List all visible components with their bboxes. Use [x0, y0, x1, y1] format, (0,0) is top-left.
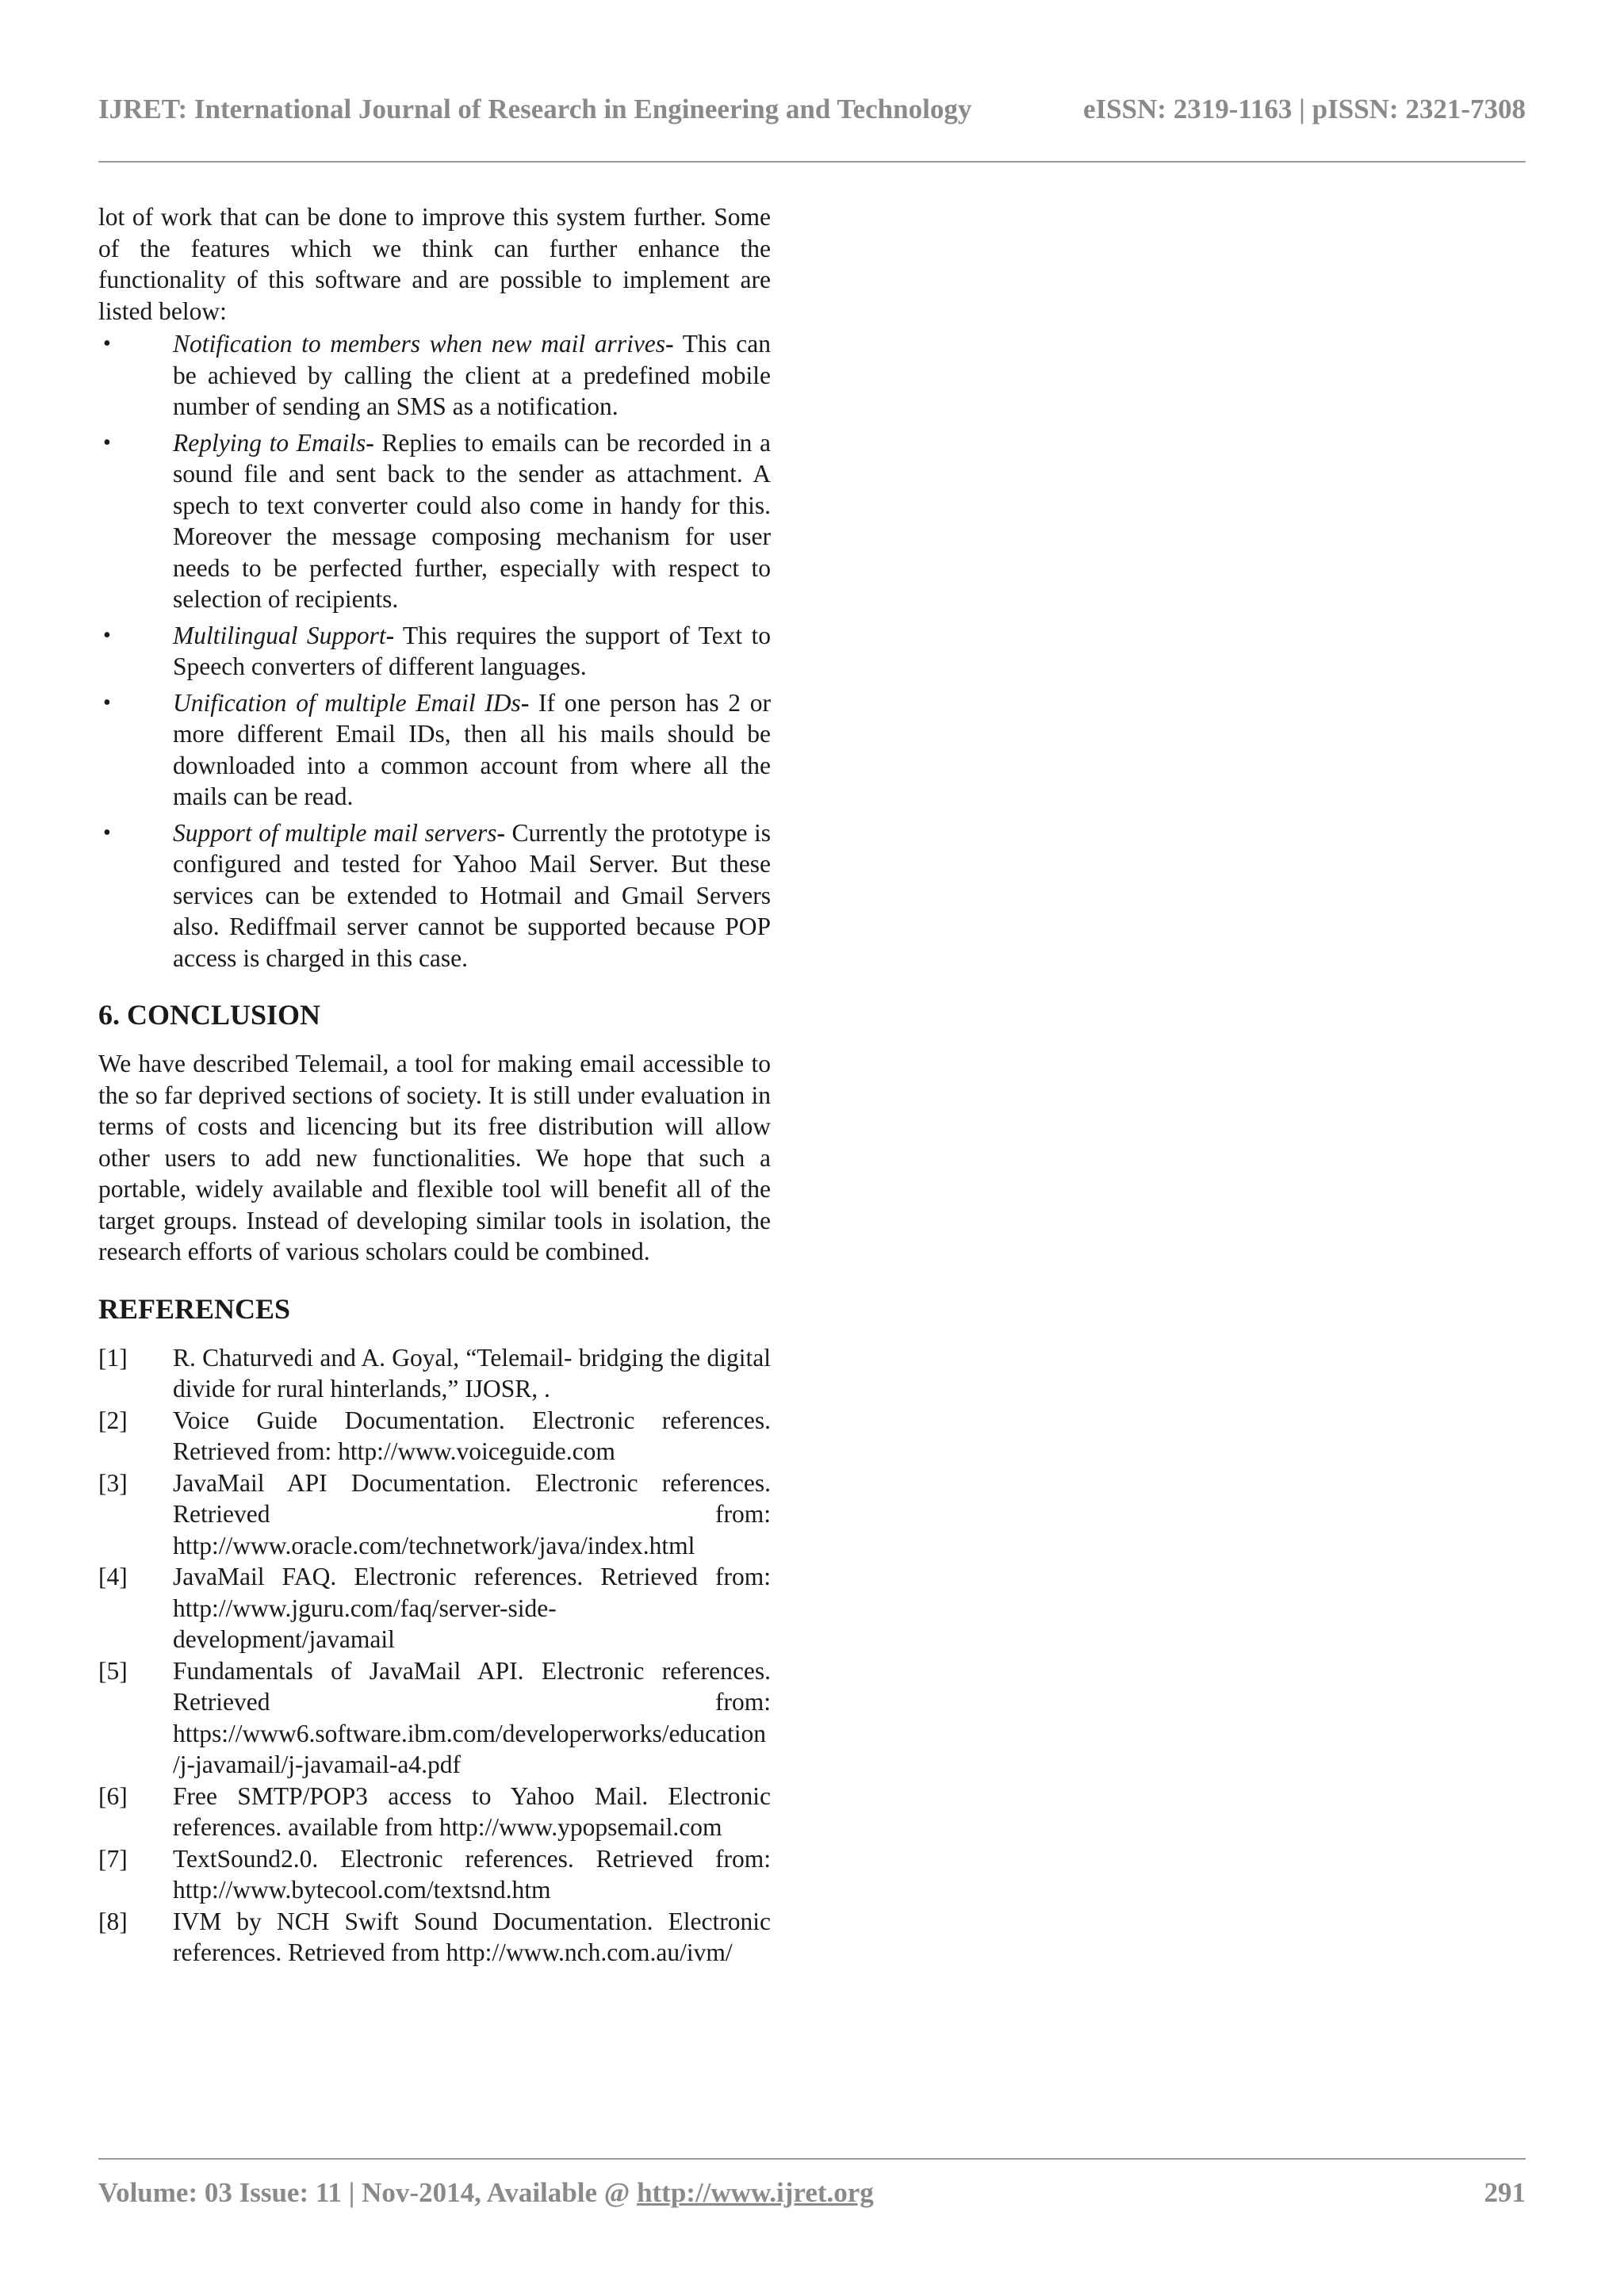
feature-text: This requires the support of Text to Speech converters of different languages. — [173, 621, 771, 680]
reference-text: IVM by NCH Swift Sound Documentation. Electronic references. Retrieved from http://www.nch.com.au/ivm/ — [173, 1907, 771, 1966]
reference-text: TextSound2.0. Electronic references. Retrieved from: http://www.bytecool.com/textsnd.htm — [173, 1844, 771, 1904]
bullet-icon: • — [103, 690, 111, 715]
footer-volume — [98, 2177, 874, 2209]
feature-title: Notification to members when new mail arrives — [173, 330, 666, 358]
page-number: 291 — [1484, 2177, 1526, 2208]
reference-number: [7] — [98, 1844, 128, 1873]
journal-title: IJRET: International Journal of Research in Engineering and Technology — [98, 94, 972, 124]
reference-number: [1] — [98, 1343, 128, 1372]
page-footer — [98, 2177, 1526, 2209]
feature-title: Multilingual Support — [173, 621, 386, 649]
reference-number: [5] — [98, 1656, 128, 1685]
intro-paragraph: lot of work that can be done to improve this system further. Some of the features which we think can further enhance the functionality of this software and are possible to implement are listed below: — [98, 203, 771, 325]
footer-divider — [98, 2158, 1526, 2160]
feature-dash: - — [496, 818, 506, 847]
feature-title: Replying to Emails — [173, 428, 366, 457]
bullet-icon: • — [103, 622, 111, 648]
list-item — [98, 620, 771, 683]
bullet-icon: • — [103, 820, 111, 845]
conclusion-paragraph: We have described Telemail, a tool for making email accessible to the so far deprived sections of society. It is still under evaluation in terms of costs and licencing but its free distribution will allow other users to add new functionalities. We hope that such a portable, widely available and flexible tool will benefit all of the target groups. Instead of developing similar tools in isolation, the research efforts of various scholars could be combined. — [98, 1050, 771, 1265]
list-item — [98, 328, 771, 423]
reference-text: Fundamentals of JavaMail API. Electronic references. Retrieved from: https://www6.software.ibm.com/developerworks/education/j-javamail/j-javamail-a4.pdf — [173, 1656, 771, 1778]
bullet-icon: • — [103, 430, 111, 455]
list-item — [98, 687, 771, 813]
feature-dash: - — [665, 330, 674, 358]
feature-title: Support of multiple mail servers — [173, 818, 497, 847]
header-divider — [98, 161, 1526, 163]
reference-text: JavaMail API Documentation. Electronic references. Retrieved from: http://www.oracle.com/technetwork/java/index.html — [173, 1468, 771, 1559]
reference-number: [8] — [98, 1907, 128, 1935]
page-header — [98, 94, 1526, 125]
list-item — [98, 427, 771, 615]
reference-number: [3] — [98, 1468, 128, 1497]
reference-list — [98, 1342, 771, 1969]
reference-text: Voice Guide Documentation. Electronic references. Retrieved from: http://www.voiceguide.com — [173, 1406, 771, 1465]
reference-item — [98, 1781, 771, 1843]
feature-text: Replies to emails can be recorded in a sound file and sent back to the sender as attachment. A spech to text converter could also come in handy for this. Moreover the message composing mechanism for user needs to be perfected further, especially with respect to selection of recipients. — [173, 428, 772, 613]
feature-text: If one person has 2 or more different Email IDs, then all his mails should be downloaded into a common account from where all the mails can be read. — [173, 688, 771, 810]
reference-number: [2] — [98, 1406, 128, 1434]
footer-volume-text: Volume: 03 Issue: 11 | Nov-2014, Available @ — [98, 2177, 638, 2208]
reference-item — [98, 1468, 771, 1562]
feature-text: Currently the prototype is configured and tested for Yahoo Mail Server. But these services can be extended to Hotmail and Gmail Servers also. Rediffmail server cannot be supported because POP access is charged in this case. — [173, 818, 771, 972]
feature-title: Unification of multiple Email IDs — [173, 688, 521, 717]
journal-website-link[interactable]: http://www.ijret.org — [637, 2177, 874, 2208]
feature-dash: - — [520, 688, 530, 717]
reference-number: [6] — [98, 1781, 128, 1810]
reference-text: R. Chaturvedi and A. Goyal, “Telemail- bridging the digital divide for rural hinterlands,” IJOSR, . — [173, 1343, 771, 1402]
feature-list — [98, 328, 771, 974]
feature-dash: - — [385, 621, 395, 649]
main-column — [98, 201, 771, 1969]
reference-text: JavaMail FAQ. Electronic references. Retrieved from: http://www.jguru.com/faq/server-side-development/javamail — [173, 1563, 771, 1653]
bullet-icon: • — [103, 331, 111, 356]
reference-item — [98, 1405, 771, 1468]
reference-item — [98, 1655, 771, 1781]
reference-item — [98, 1561, 771, 1655]
reference-item — [98, 1906, 771, 1969]
references-heading: REFERENCES — [98, 1292, 291, 1325]
reference-item — [98, 1843, 771, 1906]
issn-info: eISSN: 2319-1163 | pISSN: 2321-7308 — [1082, 94, 1526, 124]
reference-text: Free SMTP/POP3 access to Yahoo Mail. Electronic references. available from http://www.ypopsemail.com — [173, 1781, 771, 1841]
conclusion-heading: 6. CONCLUSION — [98, 999, 321, 1031]
reference-number: [4] — [98, 1563, 128, 1590]
feature-dash: - — [366, 428, 374, 457]
list-item — [98, 817, 771, 974]
reference-item — [98, 1342, 771, 1405]
feature-text: This can be achieved by calling the client at a predefined mobile number of sending an SMS as a notification. — [173, 330, 771, 420]
